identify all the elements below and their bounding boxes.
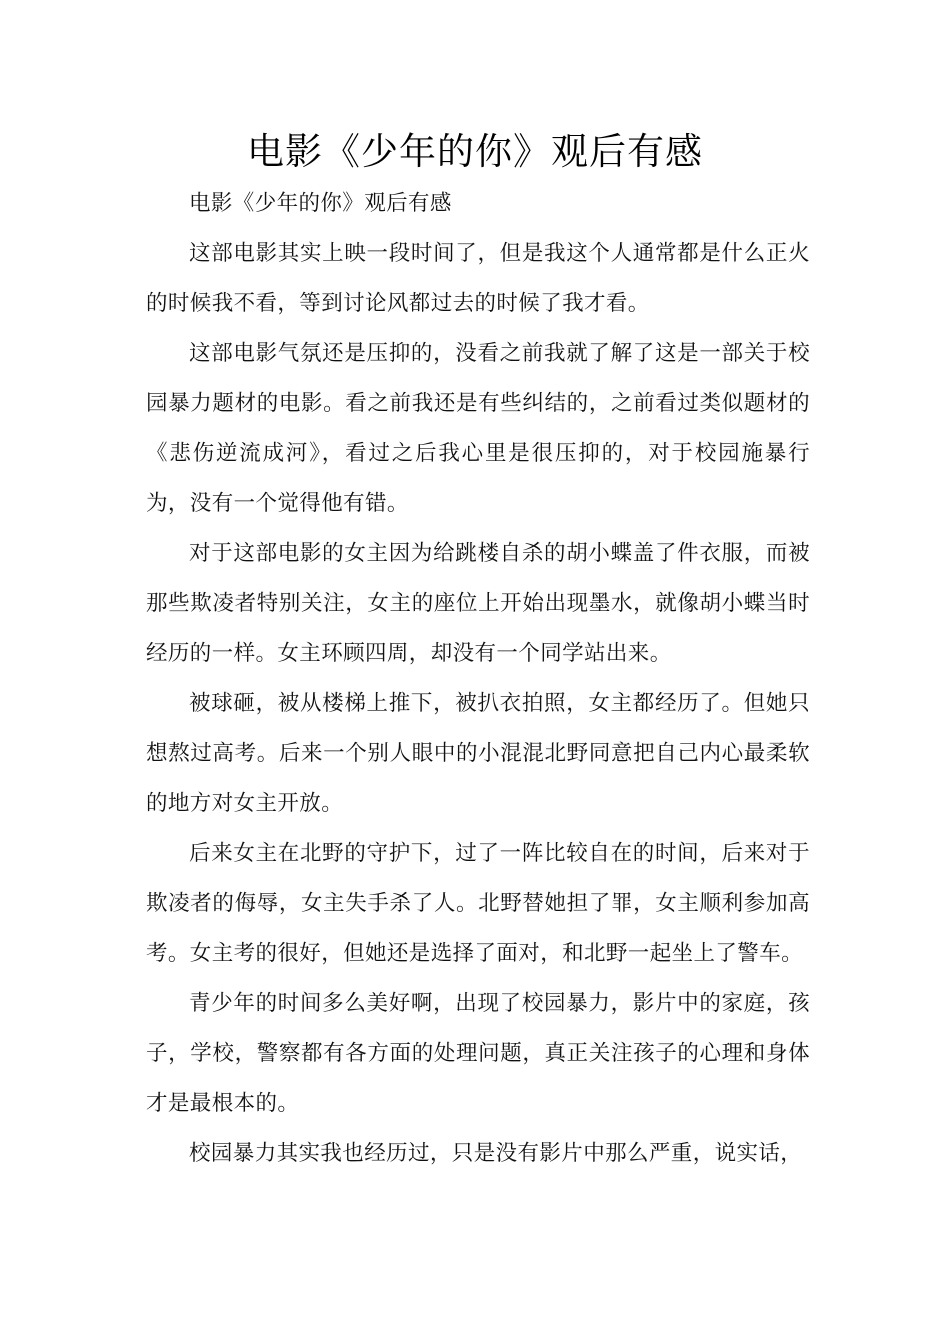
paragraph: 后来女主在北野的守护下，过了一阵比较自在的时间，后来对于欺凌者的侮辱，女主失手杀了人。北野替她担了罪，女主顺利参加高考。女主考的很好，但她还是选择了面对，和北野一起坐上了警车。 xyxy=(146,841,810,966)
paragraph: 被球砸，被从楼梯上推下，被扒衣拍照，女主都经历了。但她只想熬过高考。后来一个别人眼中的小混混北野同意把自己内心最柔软的地方对女主开放。 xyxy=(146,691,810,816)
document-body xyxy=(146,179,810,1179)
paragraph: 这部电影其实上映一段时间了，但是我这个人通常都是什么正火的时候我不看，等到讨论风都过去的时候了我才看。 xyxy=(146,241,810,316)
document-title: 电影《少年的你》观后有感 xyxy=(247,130,703,173)
paragraph: 这部电影气氛还是压抑的，没看之前我就了解了这是一部关于校园暴力题材的电影。看之前我还是有些纠结的，之前看过类似题材的《悲伤逆流成河》，看过之后我心里是很压抑的，对于校园施暴行为，没有一个觉得他有错。 xyxy=(146,341,810,516)
subtitle-paragraph: 电影《少年的你》观后有感 xyxy=(189,191,452,216)
paragraph: 青少年的时间多么美好啊，出现了校园暴力，影片中的家庭，孩子，学校，警察都有各方面的处理问题，真正关注孩子的心理和身体才是最根本的。 xyxy=(146,991,810,1116)
paragraph: 对于这部电影的女主因为给跳楼自杀的胡小蝶盖了件衣服，而被那些欺凌者特别关注，女主的座位上开始出现墨水，就像胡小蝶当时经历的一样。女主环顾四周，却没有一个同学站出来。 xyxy=(146,541,810,666)
paragraph: 校园暴力其实我也经历过，只是没有影片中那么严重，说实话， xyxy=(189,1141,803,1166)
